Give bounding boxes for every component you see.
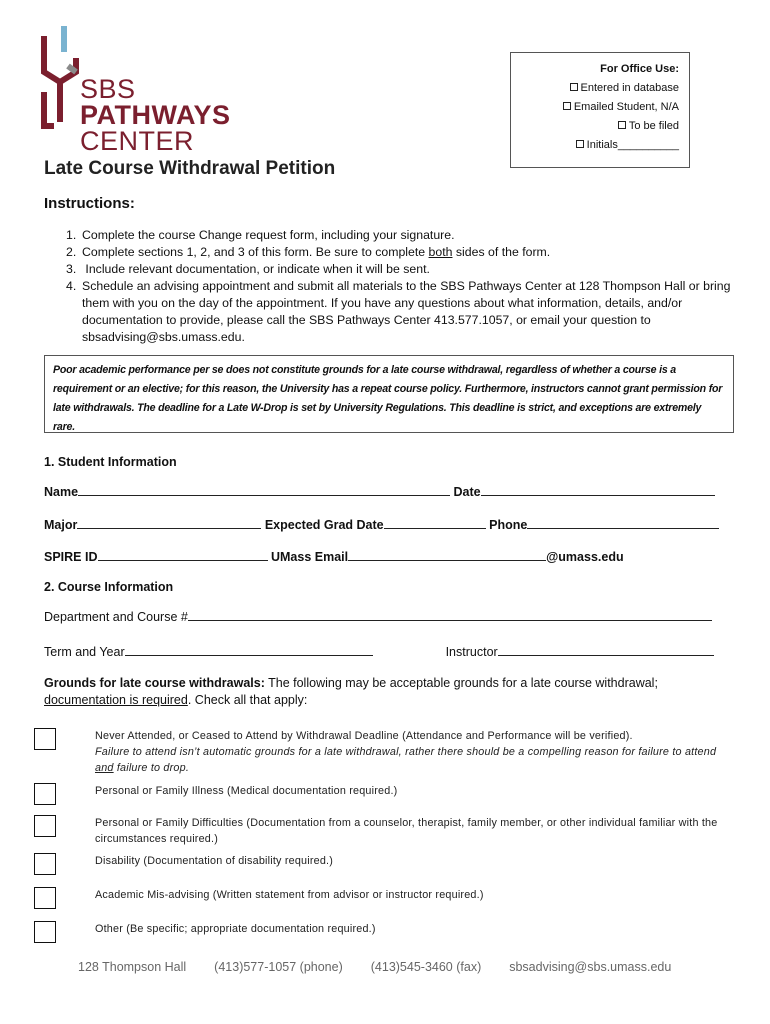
instruction-item — [66, 244, 736, 261]
checkbox-other[interactable] — [34, 921, 56, 943]
instruction-number: 1. — [66, 228, 77, 242]
spire-id-label: SPIRE ID — [44, 550, 98, 564]
sbs-pathways-logo — [40, 22, 260, 162]
office-use-item — [511, 120, 679, 132]
instructions-heading: Instructions: — [44, 195, 135, 212]
option-main-text: Never Attended, or Ceased to Attend by Withdrawal Deadline (Attendance and Performance will be verified). — [95, 730, 633, 742]
major-field[interactable] — [77, 517, 261, 529]
footer-phone: (413)577-1057 (phone) — [214, 960, 343, 974]
date-field[interactable] — [481, 484, 715, 496]
checkbox-initials[interactable] — [576, 140, 584, 148]
checkbox-never-attended[interactable] — [34, 728, 56, 750]
grad-date-field[interactable] — [384, 517, 486, 529]
spire-email-row — [44, 549, 624, 564]
footer-email: sbsadvising@sbs.umass.edu — [509, 960, 672, 974]
grad-date-label: Expected Grad Date — [264, 518, 384, 532]
term-year-label: Term and Year — [44, 645, 125, 659]
term-year-field[interactable] — [125, 644, 373, 656]
option-text: Personal or Family Difficulties (Documentation from a counselor, therapist, family member, or other individual familiar with the circumstances required.) — [95, 817, 718, 845]
major-label: Major — [44, 518, 78, 532]
option-sub-text: Failure to attend isn’t automatic grounds for a late withdrawal, rather there should be a compelling reason for failure to attend and failure to drop. — [95, 746, 717, 774]
spire-id-field[interactable] — [98, 549, 268, 561]
phone-label: Phone — [489, 518, 528, 532]
instruction-text: Complete sections 1, 2, and 3 of this form. Be sure to complete both sides of the form. — [82, 245, 551, 259]
logo-line-center: CENTER — [80, 126, 195, 156]
footer-address: 128 Thompson Hall — [78, 960, 187, 974]
option-text: Other (Be specific; appropriate documentation required.) — [95, 923, 376, 935]
email-label: UMass Email — [270, 550, 349, 564]
option-text: Personal or Family Illness (Medical documentation required.) — [95, 785, 398, 797]
instruction-item — [66, 278, 736, 346]
grounds-text: The following may be acceptable grounds for a late course withdrawal; — [264, 676, 658, 690]
course-info-heading: 2. Course Information — [44, 580, 174, 594]
checkbox-illness[interactable] — [34, 783, 56, 805]
student-info-heading: 1. Student Information — [44, 455, 177, 469]
checkbox-disability[interactable] — [34, 853, 56, 875]
instructor-label: Instructor — [445, 645, 498, 659]
footer-fax: (413)545-3460 (fax) — [370, 960, 482, 974]
logo-line-sbs: SBS — [80, 74, 136, 104]
option-text: Disability (Documentation of disability required.) — [95, 855, 334, 867]
form-title: Late Course Withdrawal Petition — [44, 158, 336, 179]
checkbox-difficulties[interactable] — [34, 815, 56, 837]
email-field[interactable] — [348, 549, 546, 561]
office-use-label: To be filed — [628, 120, 679, 132]
instruction-text: Include relevant documentation, or indicate when it will be sent. — [82, 262, 430, 276]
option-text — [95, 728, 725, 776]
instruction-number: 3. — [66, 262, 77, 276]
email-suffix: @umass.edu — [546, 550, 624, 564]
grounds-heading: Grounds for late course withdrawals: — [44, 676, 265, 690]
option-text: Academic Mis-advising (Written statement from advisor or instructor required.) — [95, 889, 484, 901]
instruction-item — [66, 261, 736, 278]
dept-course-field[interactable] — [188, 609, 712, 621]
office-use-box — [510, 52, 690, 168]
pathways-logo-icon — [40, 22, 80, 162]
office-use-label: Initials__________ — [586, 139, 679, 151]
checkbox-emailed[interactable] — [563, 102, 571, 110]
instructions-list — [66, 227, 736, 346]
office-use-label: Entered in database — [580, 82, 679, 94]
grounds-after: . Check all that apply: — [187, 693, 308, 707]
policy-notice: Poor academic performance per se does not constitute grounds for a late course withdrawal, regardless of whether a course is a requirement or an elective; for this reason, the University has a repeat course policy. Furthermore, instructors cannot grant permission for late withdrawals. The deadline for a Late W-Drop is set by University Regulations. This deadline is strict, and exceptions are extremely rare. — [44, 355, 734, 433]
office-use-label: Emailed Student, N/A — [573, 101, 679, 113]
term-instructor-row — [44, 644, 714, 659]
logo-line-pathways: PATHWAYS — [80, 100, 231, 130]
instructor-field[interactable] — [498, 644, 714, 656]
instruction-text: Schedule an advising appointment and submit all materials to the SBS Pathways Center at 128 Thompson Hall or bring them with you on the day of the appointment. If you have any questions about what information, details, and/or documentation to provide, please call the SBS Pathways Center 413.577.1057, or email your question to sbsadvising@sbs.umass.edu. — [82, 279, 731, 344]
name-field[interactable] — [78, 484, 450, 496]
instruction-number: 2. — [66, 245, 77, 259]
instruction-number: 4. — [66, 279, 77, 293]
dept-course-label: Department and Course # — [44, 610, 188, 624]
office-use-item — [511, 139, 679, 151]
checkbox-misadvising[interactable] — [34, 887, 56, 909]
phone-field[interactable] — [527, 517, 719, 529]
major-grad-phone-row — [44, 517, 719, 532]
instruction-item — [66, 227, 736, 244]
office-use-item — [511, 101, 679, 113]
dept-course-row — [44, 609, 712, 624]
grounds-underlined: documentation is required — [44, 693, 188, 707]
name-label: Name — [44, 485, 79, 499]
grounds-intro — [44, 675, 734, 709]
footer-contact — [78, 960, 698, 974]
name-date-row — [44, 484, 715, 499]
checkbox-filed[interactable] — [618, 121, 626, 129]
office-use-title: For Office Use: — [600, 63, 679, 75]
date-label: Date — [453, 485, 481, 499]
instruction-text: Complete the course Change request form, including your signature. — [82, 228, 455, 242]
checkbox-entered[interactable] — [570, 83, 578, 91]
office-use-item — [511, 82, 679, 94]
